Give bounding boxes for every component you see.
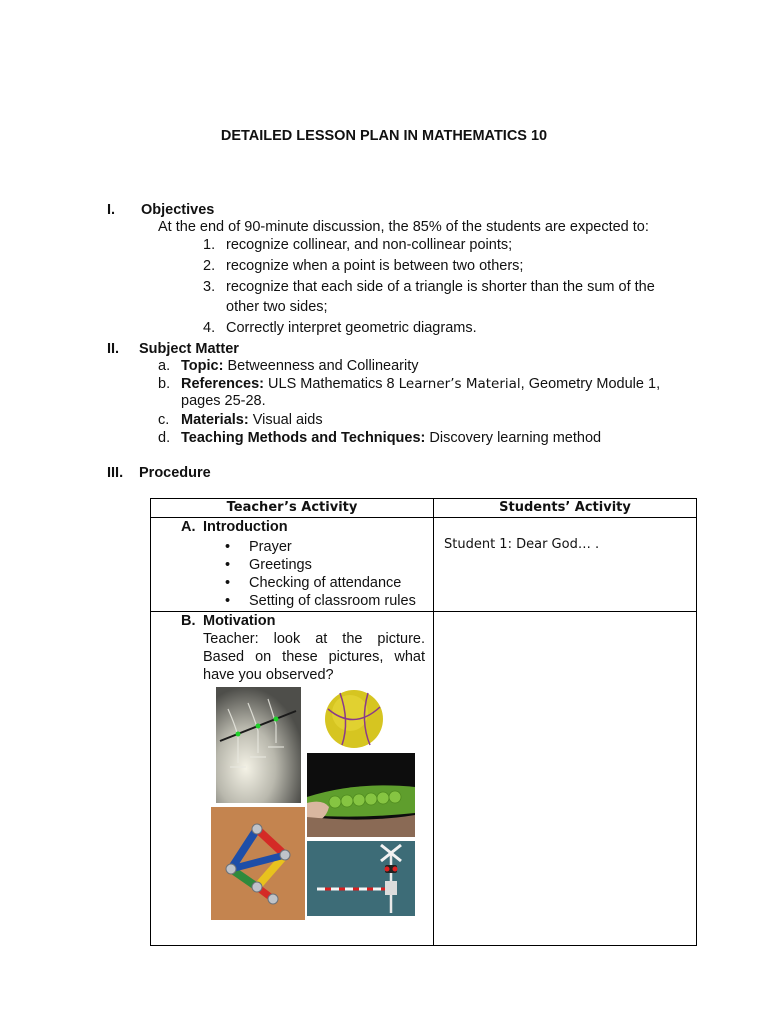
- objective-text: recognize that each side of a triangle is shorter than the sum of the: [226, 279, 655, 295]
- magnet-triangle-picture: [211, 807, 305, 920]
- references-value: ULS Mathematics 8: [268, 376, 399, 392]
- railroad-crossing-image: [307, 841, 415, 916]
- objective-number: 1.: [203, 237, 216, 253]
- procedure-heading: Procedure: [139, 465, 211, 481]
- introduction-heading: Introduction: [203, 519, 288, 535]
- glasses-picture: [216, 687, 301, 803]
- ball-picture: [320, 687, 388, 751]
- list-item: • Checking of attendance: [225, 574, 416, 592]
- topic-value: Betweenness and Collinearity: [227, 358, 419, 374]
- teacher-activity-header: Teacher’s Activity: [151, 499, 434, 518]
- ball-image: [320, 687, 388, 751]
- objectives-intro: At the end of 90-minute discussion, the 85% of the students are expected to:: [158, 219, 649, 235]
- subject-heading: Subject Matter: [139, 341, 239, 357]
- objective-text: recognize collinear, and non-collinear points;: [226, 237, 513, 253]
- methods-label: Teaching Methods and Techniques:: [181, 430, 426, 446]
- peas-image: [307, 753, 415, 837]
- railroad-crossing-picture: [307, 841, 415, 916]
- list-item: • Setting of classroom rules: [225, 592, 416, 610]
- introduction-cell: [151, 518, 434, 612]
- objective-text: recognize when a point is between two others;: [226, 258, 524, 274]
- glasses-image: [216, 687, 301, 803]
- materials-line: [181, 411, 323, 429]
- list-item: • Prayer: [225, 538, 416, 556]
- methods-line: [181, 429, 601, 447]
- references-line: [181, 375, 660, 393]
- item-letter: d.: [158, 430, 171, 446]
- list-item: • Greetings: [225, 556, 416, 574]
- references-pages: pages 25-28.: [181, 393, 266, 409]
- item-letter: b.: [158, 376, 171, 392]
- references-value-rest: , Geometry Module 1,: [520, 376, 661, 392]
- section-number-procedure: III.: [107, 465, 124, 481]
- motivation-heading: Motivation: [203, 613, 276, 629]
- item-letter: c.: [158, 412, 170, 428]
- motivation-prompt: Teacher: look at the picture. Based on these pictures, what have you observed?: [203, 631, 425, 683]
- document-title: DETAILED LESSON PLAN IN MATHEMATICS 10: [220, 128, 548, 144]
- students-activity-header: Students’ Activity: [434, 499, 697, 518]
- magnet-triangle-image: [211, 807, 305, 920]
- materials-label: Materials:: [181, 412, 249, 428]
- item-letter: a.: [158, 358, 171, 374]
- student-motivation-cell: [434, 612, 697, 946]
- peas-picture: [307, 753, 415, 837]
- objectives-heading: Objectives: [141, 202, 215, 218]
- motivation-letter: B.: [181, 613, 196, 629]
- intro-letter: A.: [181, 519, 196, 535]
- motivation-cell: [151, 612, 434, 946]
- objective-number: 2.: [203, 258, 216, 274]
- introduction-list: [225, 538, 416, 610]
- section-number-subject: II.: [107, 341, 120, 357]
- objective-number: 3.: [203, 279, 216, 295]
- topic-label: Topic:: [181, 358, 224, 374]
- section-number-objectives: I.: [107, 202, 116, 218]
- methods-value: Discovery learning method: [429, 430, 602, 446]
- student-intro-cell: [434, 518, 697, 612]
- objective-number: 4.: [203, 320, 216, 336]
- student-response: Student 1: Dear God… .: [444, 537, 600, 552]
- objective-text-continued: other two sides;: [226, 299, 328, 315]
- references-learners-material: Learner’s Material: [398, 376, 521, 392]
- procedure-table: [150, 498, 697, 946]
- references-label: References:: [181, 376, 265, 392]
- topic-line: [181, 357, 418, 375]
- materials-value: Visual aids: [252, 412, 323, 428]
- objective-text: Correctly interpret geometric diagrams.: [226, 320, 477, 336]
